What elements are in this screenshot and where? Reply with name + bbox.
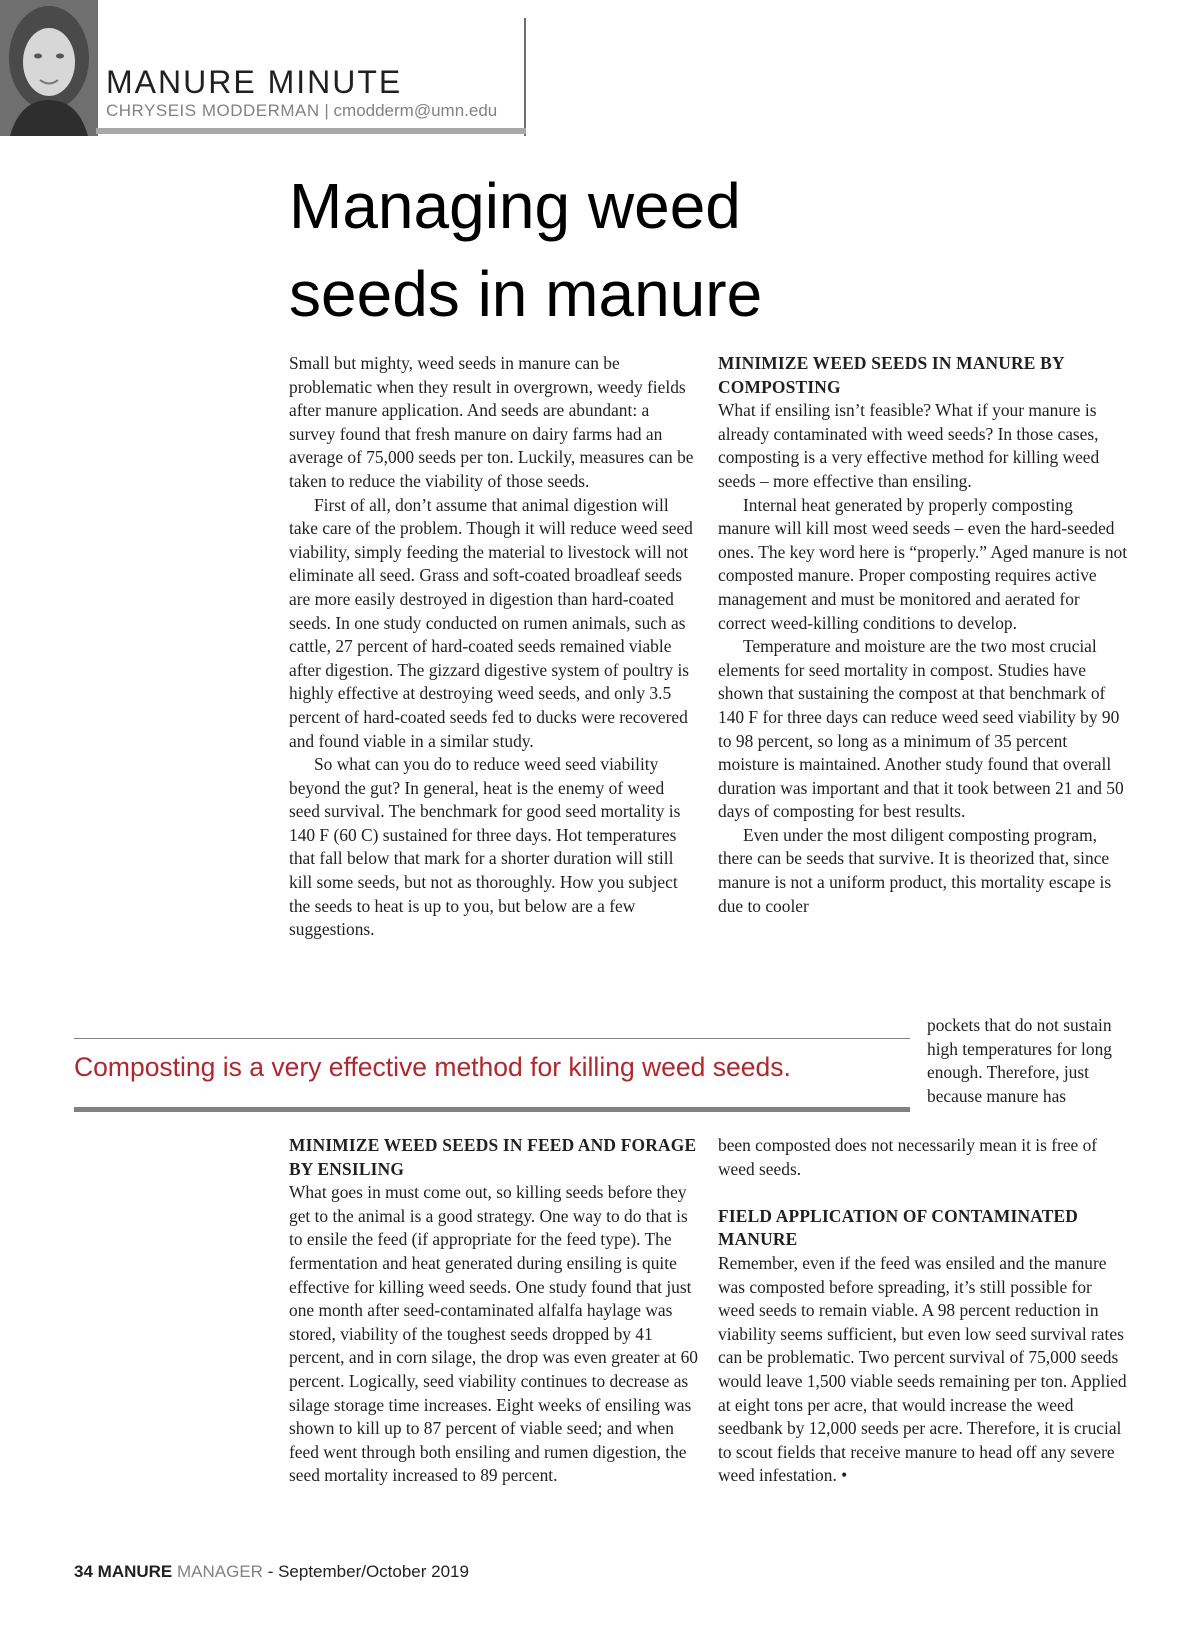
column-2-wrap — [927, 1014, 1127, 1108]
section-heading-composting: MINIMIZE WEED SEEDS IN MANURE BY COMPOSTING — [718, 353, 1065, 397]
title-line-1: Managing weed — [289, 170, 741, 242]
pull-quote-rule-top — [74, 1038, 910, 1039]
page-footer — [74, 1562, 469, 1582]
column-1 — [289, 352, 699, 942]
title-line-2: seeds in manure — [289, 258, 763, 330]
column-3 — [289, 1134, 699, 1488]
paragraph: Small but mighty, weed seeds in manure can be problematic when they result in overgrown, weedy fields after manure application. And seeds are abundant: a survey found that fresh manure on dairy farms had an average of 75,000 seeds per ton. Luckily, measures can be taken to reduce the viability of those seeds. — [289, 353, 694, 491]
paragraph: Temperature and moisture are the two most crucial elements for seed mortality in compost. Studies have shown that sustaining the compost at that benchmark of 140 F for three days can reduce weed seed viability by 90 to 98 percent, so long as a minimum of 35 percent moisture is maintained. Another study found that overall duration was important and that it took between 21 and 50 days of composting for best results. — [718, 636, 1124, 822]
author-headshot-icon — [0, 0, 98, 136]
paragraph-continued: pockets that do not sustain high temperatures for long enough. Therefore, just because manure has — [927, 1015, 1112, 1106]
header-rule-horizontal — [96, 128, 526, 134]
article-title — [289, 162, 849, 338]
paragraph: Even under the most diligent composting program, there can be seeds that survive. It is theorized that, since manure is not a uniform product, this mortality escape is due to cooler — [718, 824, 1112, 916]
author-email[interactable]: cmodderm@umn.edu — [333, 101, 498, 120]
column-header — [0, 0, 527, 136]
column-name: MANURE MINUTE — [106, 64, 403, 100]
pull-quote: Composting is a very effective method for killing weed seeds. — [74, 1052, 791, 1082]
paragraph: First of all, don’t assume that animal digestion will take care of the problem. Though it will reduce weed seed viability, simply feeding the material to livestock will not eliminate all seed. Grass and soft-coated broadleaf seeds are more easily destroyed in digestion than hard-coated seeds. In one study conducted on rumen animals, such as cattle, 27 percent of hard-coated seeds remained viable after digestion. The gizzard digestive system of poultry is highly effective at destroying weed seeds, and only 3.5 percent of hard-coated seeds fed to ducks were recovered and found viable in a similar study. — [289, 494, 693, 751]
magazine-name-light: MANAGER — [177, 1562, 263, 1581]
pull-quote-rule-bottom — [74, 1107, 910, 1112]
byline — [106, 101, 497, 121]
page-number: 34 — [74, 1562, 93, 1581]
paragraph: What goes in must come out, so killing seeds before they get to the animal is a good strategy. One way to do that is to ensile the feed (if appropriate for the feed type). The fermentation and heat generated during ensiling is quite effective for killing weed seeds. One study found that just one month after seed-contaminated alfalfa haylage was stored, viability of the toughest seeds dropped by 41 percent, and in corn silage, the drop was even greater at 60 percent. Logically, seed viability continues to decrease as silage storage time increases. Eight weeks of ensiling was shown to kill up to 87 percent of viable seed; and when feed went through both ensiling and rumen digestion, the seed mortality increased to 89 percent. — [289, 1182, 698, 1486]
paragraph: Internal heat generated by properly composting manure will kill most weed seeds – even the hard-seeded ones. The key word here is “properly.” Aged manure is not composted manure. Proper composting requires active management and must be monitored and aerated for correct weed-killing conditions to develop. — [718, 494, 1128, 633]
author-photo — [0, 0, 98, 136]
section-heading-ensiling: MINIMIZE WEED SEEDS IN FEED AND FORAGE BY ENSILING — [289, 1135, 697, 1179]
paragraph: So what can you do to reduce weed seed viability beyond the gut? In general, heat is the enemy of weed seed survival. The benchmark for good seed mortality is 140 F (60 C) sustained for three days. Hot temperatures that fall below that mark for a shorter duration will still kill some seeds, but not as thoroughly. How you subject the seeds to heat is up to you, but below are a few suggestions. — [289, 754, 681, 940]
paragraph-continued: been composted does not necessarily mean it is free of weed seeds. — [718, 1135, 1098, 1179]
paragraph: What if ensiling isn’t feasible? What if your manure is already contaminated with weed seeds? In those cases, composting is a very effective method for killing weed seeds – more effective than ensiling. — [718, 400, 1100, 491]
magazine-name-bold: MANURE — [97, 1562, 173, 1581]
issue-date: - September/October 2019 — [262, 1562, 469, 1581]
author-name: CHRYSEIS MODDERMAN — [106, 101, 320, 120]
paragraph: Remember, even if the feed was ensiled and the manure was composted before spreading, it’s still possible for weed seeds to remain viable. A 98 percent reduction in viability seems sufficient, but even low seed survival rates can be problematic. Two percent survival of 75,000 seeds would leave 1,500 viable seeds remaining per ton. Applied at eight tons per acre, that would increase the weed seedbank by 12,000 seeds per acre. Therefore, it is crucial to scout fields that receive manure to head off any severe weed infestation. • — [718, 1252, 1127, 1486]
column-2 — [718, 352, 1128, 918]
column-4 — [718, 1134, 1128, 1488]
byline-separator: | — [319, 101, 334, 120]
header-rule-vertical — [524, 18, 526, 136]
section-heading-field-application: FIELD APPLICATION OF CONTAMINATED MANURE — [718, 1205, 1079, 1250]
